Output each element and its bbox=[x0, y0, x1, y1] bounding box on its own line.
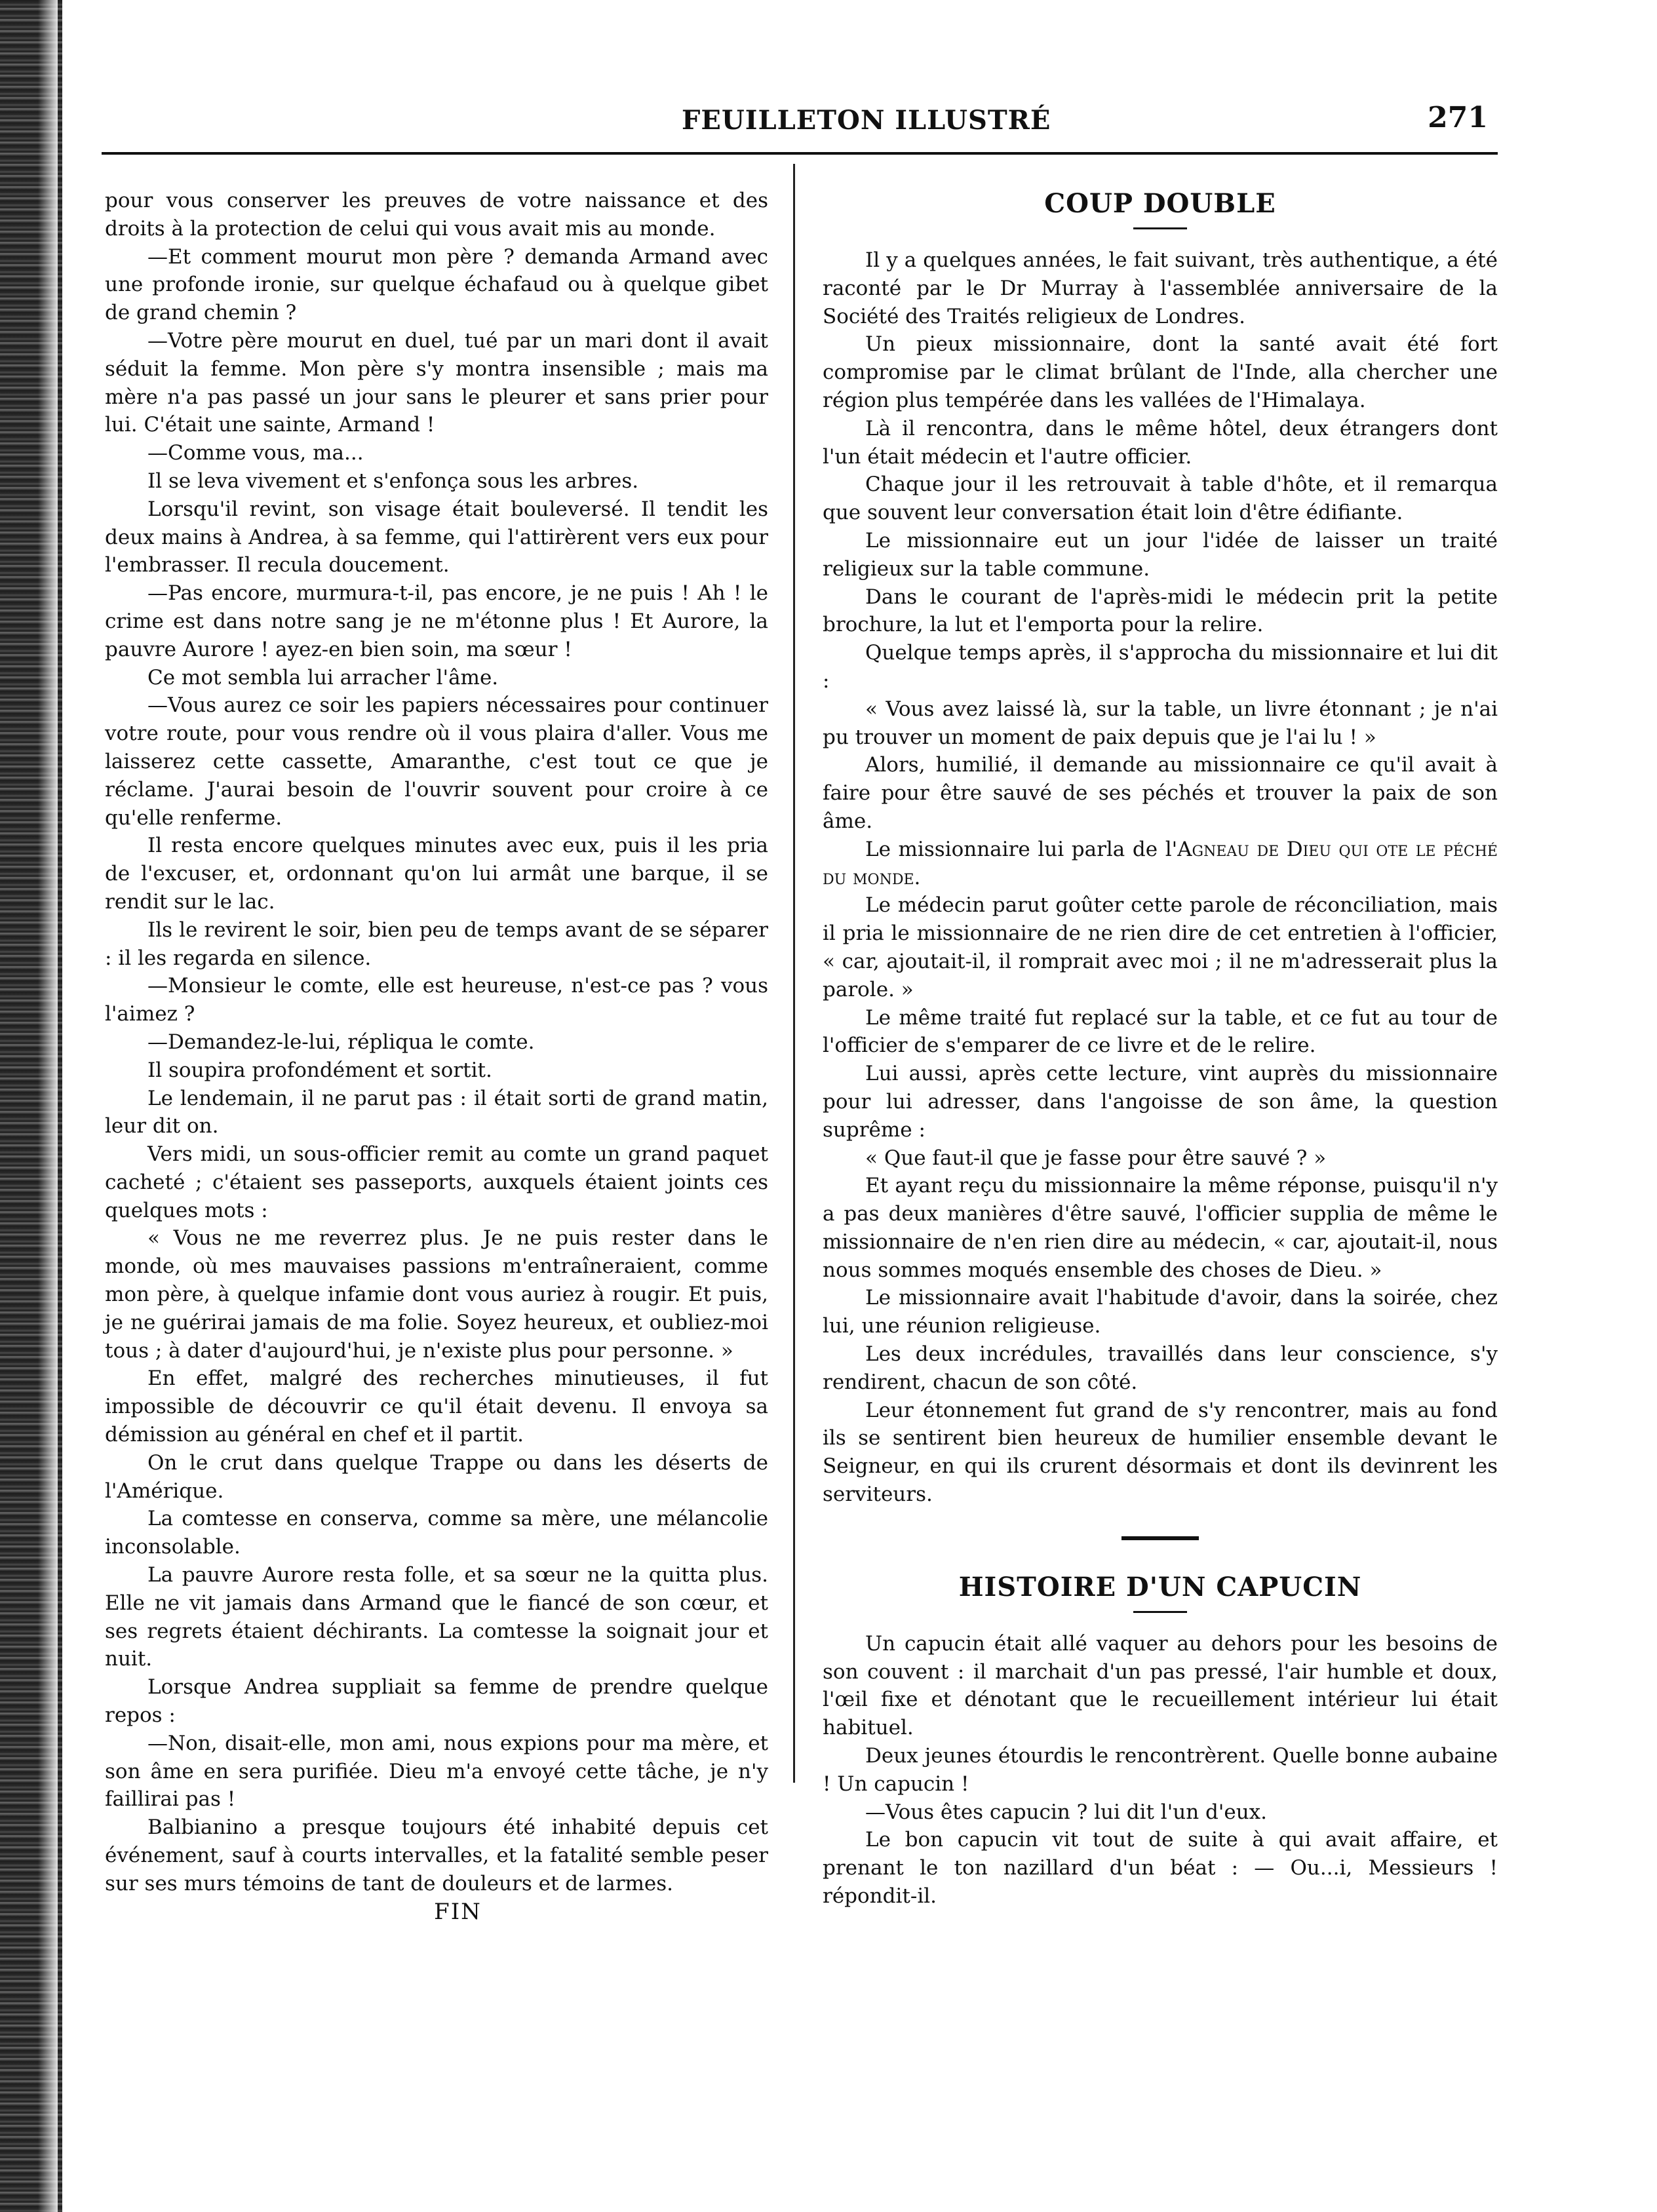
paragraph: Lui aussi, après cette lecture, vint auprès du missionnaire pour lui adresser, dans l'angoisse de son âme, la question suprême : bbox=[823, 1062, 1498, 1142]
paragraph: —Vous êtes capucin ? lui dit l'un d'eux. bbox=[865, 1800, 1268, 1824]
paragraph: Le même traité fut replacé sur la table, et ce fut au tour de l'officier de s'emparer de ce livre et de le relire. bbox=[823, 1005, 1498, 1058]
running-title: FEUILLETON ILLUSTRÉ bbox=[682, 105, 1051, 136]
quoted-letter: « Vous ne me reverrez plus. Je ne puis rester dans le monde, où mes mauvaises passions m'entraîneraient, comme mon père, à quelque infamie dont vous auriez à rougir. Et puis, je ne guérirai jamais de ma folie. Soyez heureux, et oubliez-moi tous ; à dater d'aujourd'hui, je n'existe plus pour personne. » bbox=[105, 1226, 768, 1363]
column-divider bbox=[793, 164, 795, 1783]
paragraph: Quelque temps après, il s'approcha du missionnaire et lui dit : bbox=[823, 641, 1498, 693]
paragraph: La comtesse en conserva, comme sa mère, une mélancolie inconsolable. bbox=[105, 1507, 768, 1559]
section-title-coup-double: COUP DOUBLE bbox=[1044, 188, 1276, 219]
paragraph: pour vous conserver les preuves de votre naissance et des droits à la protection de celui qui vous avait mis au monde. bbox=[105, 189, 768, 241]
paragraph: En effet, malgré des recherches minutieuses, il fut impossible de découvrir ce qu'il était devenu. Il envoya sa démission au général en chef et il partit. bbox=[105, 1367, 768, 1447]
paragraph: Leur étonnement fut grand de s'y rencontrer, mais au fond ils se sentirent bien heureux de humilier ensemble devant le Seigneur, en qui ils crurent désormais et dont ils devinrent les serviteurs. bbox=[823, 1398, 1498, 1507]
paragraph: Un pieux missionnaire, dont la santé avait été fort compromise par le climat brûlant de l'Inde, alla chercher une région plus tempérée dans les vallées de l'Himalaya. bbox=[823, 332, 1498, 412]
paragraph: —Demandez-le-lui, répliqua le comte. bbox=[147, 1030, 535, 1054]
paragraph: Ils le revirent le soir, bien peu de temps avant de se séparer : il les regarda en silence. bbox=[105, 918, 768, 970]
quoted-speech: « Vous avez laissé là, sur la table, un livre étonnant ; je n'ai pu trouver un moment de paix depuis que je l'ai lu ! » bbox=[823, 697, 1498, 749]
book-binding-edge bbox=[0, 0, 62, 2212]
paragraph: Dans le courant de l'après-midi le médecin prit la petite brochure, la lut et l'emporta pour la relire. bbox=[823, 585, 1498, 637]
paragraph: Le missionnaire avait l'habitude d'avoir, dans la soirée, chez lui, une réunion religieuse. bbox=[823, 1286, 1498, 1338]
paragraph: Ce mot sembla lui arracher l'âme. bbox=[147, 665, 499, 689]
right-column bbox=[823, 187, 1498, 1911]
paragraph: Les deux incrédules, travaillés dans leur conscience, s'y rendirent, chacun de son côté. bbox=[823, 1342, 1498, 1394]
paragraph: Alors, humilié, il demande au missionnaire ce qu'il avait à faire pour être sauvé de ses péchés et trouver la paix de son âme. bbox=[823, 753, 1498, 833]
paragraph: On le crut dans quelque Trappe ou dans les déserts de l'Amérique. bbox=[105, 1450, 768, 1503]
paragraph: Le missionnaire eut un jour l'idée de laisser un traité religieux sur la table commune. bbox=[823, 528, 1498, 581]
left-column bbox=[105, 187, 768, 1926]
fin-marker: FIN bbox=[434, 1898, 482, 1925]
paragraph: Le lendemain, il ne parut pas : il était sorti de grand matin, leur dit on. bbox=[105, 1086, 768, 1138]
section-title-histoire-capucin: HISTOIRE D'UN CAPUCIN bbox=[958, 1571, 1362, 1602]
paragraph-agneau bbox=[823, 836, 1498, 892]
paragraph: Un capucin était allé vaquer au dehors pour les besoins de son couvent : il marchait d'un pas pressé, l'air humble et doux, l'œil fixe et dénotant que le recueillement intérieur lui était habituel. bbox=[823, 1631, 1498, 1740]
paragraph: Il resta encore quelques minutes avec eux, puis il les pria de l'excuser, et, ordonnant qu'on lui armât une barque, il se rendit sur le lac. bbox=[105, 834, 768, 914]
paragraph: —Comme vous, ma... bbox=[147, 441, 364, 465]
paragraph: —Vous aurez ce soir les papiers nécessaires pour continuer votre route, pour vous rendre où il vous plaira d'aller. Vous me laisserez cette cassette, Amaranthe, c'est tout ce que je réclame. J'aurai besoin de l'ouvrir souvent pour croire à ce qu'elle renferme. bbox=[105, 693, 768, 830]
paragraph: Là il rencontra, dans le même hôtel, deux étrangers dont l'un était médecin et l'autre officier. bbox=[823, 416, 1498, 469]
paragraph: —Monsieur le comte, elle est heureuse, n'est-ce pas ? vous l'aimez ? bbox=[105, 974, 768, 1026]
paragraph: —Non, disait-elle, mon ami, nous expions pour ma mère, et son âme en sera purifiée. Dieu m'a envoyé cette tâche, je n'y faillirai pas ! bbox=[105, 1731, 768, 1812]
section-separator bbox=[1121, 1536, 1199, 1540]
paragraph: Il soupira profondément et sortit. bbox=[147, 1058, 492, 1082]
paragraph: Vers midi, un sous-officier remit au comte un grand paquet cacheté ; c'étaient ses passeports, auxquels étaient joints ces quelques mots : bbox=[105, 1142, 768, 1222]
paragraph: Et ayant reçu du missionnaire la même réponse, puisqu'il n'y a pas deux manières d'être sauvé, l'officier supplia de même le missionnaire de n'en rien dire au médecin, « car, ajoutait-il, nous nous sommes moqués ensemble des choses de Dieu. » bbox=[823, 1174, 1498, 1282]
paragraph: —Pas encore, murmura-t-il, pas encore, je ne puis ! Ah ! le crime est dans notre sang je ne m'étonne plus ! Et Aurore, la pauvre Aurore ! ayez-en bien soin, ma sœur ! bbox=[105, 581, 768, 661]
paragraph: Le médecin parut goûter cette parole de réconciliation, mais il pria le missionnaire de ne rien dire de cet entretien à l'officier, « car, ajoutait-il, il romprait avec moi ; il ne m'adresserait plus la parole. » bbox=[823, 893, 1498, 1001]
page-number: 271 bbox=[1428, 101, 1488, 134]
paragraph: Lorsqu'il revint, son visage était bouleversé. Il tendit les deux mains à Andrea, à sa femme, qui l'attirèrent vers eux pour l'embrasser. Il recula doucement. bbox=[105, 497, 768, 577]
quoted-speech: « Que faut-il que je fasse pour être sauvé ? » bbox=[865, 1146, 1327, 1170]
paragraph: Le bon capucin vit tout de suite à qui avait affaire, et prenant le ton nazillard d'un béat : — Ou...i, Messieurs ! répondit-il. bbox=[823, 1828, 1498, 1909]
header-rule bbox=[102, 152, 1498, 155]
agneau-prefix: Le missionnaire lui parla de l' bbox=[865, 837, 1178, 861]
paragraph: Lorsque Andrea suppliait sa femme de prendre quelque repos : bbox=[105, 1675, 768, 1728]
paragraph: Chaque jour il les retrouvait à table d'hôte, et il remarqua que souvent leur conversation était loin d'être édifiante. bbox=[823, 473, 1498, 525]
paragraph: Il y a quelques années, le fait suivant, très authentique, a été raconté par le Dr Murray à l'assemblée anniversaire de la Société des Traités religieux de Londres. bbox=[823, 248, 1498, 328]
paragraph: Balbianino a presque toujours été inhabité depuis cet événement, sauf à courts intervalles, et la fatalité semble peser sur ses murs témoins de tant de douleurs et de larmes. bbox=[105, 1815, 768, 1895]
title-underline bbox=[1133, 1611, 1187, 1613]
agneau-phrase: Agneau de Dieu qui ote le péché du monde. bbox=[823, 837, 1498, 889]
paragraph: Il se leva vivement et s'enfonça sous les arbres. bbox=[147, 469, 639, 493]
paragraph: Deux jeunes étourdis le rencontrèrent. Quelle bonne aubaine ! Un capucin ! bbox=[823, 1744, 1498, 1796]
paragraph: —Et comment mourut mon père ? demanda Armand avec une profonde ironie, sur quelque échafaud ou à quelque gibet de grand chemin ? bbox=[105, 244, 768, 325]
paragraph: —Votre père mourut en duel, tué par un mari dont il avait séduit la femme. Mon père s'y montra insensible ; mais ma mère n'a pas passé un jour sans le pleurer et sans prier pour lui. C'était une sainte, Armand ! bbox=[105, 328, 768, 437]
paragraph: La pauvre Aurore resta folle, et sa sœur ne la quitta plus. Elle ne vit jamais dans Armand que le fiancé de son cœur, et ses regrets étaient déchirants. La comtesse la soignait jour et nuit. bbox=[105, 1563, 768, 1671]
page-header bbox=[79, 101, 1501, 144]
title-underline bbox=[1133, 227, 1187, 229]
